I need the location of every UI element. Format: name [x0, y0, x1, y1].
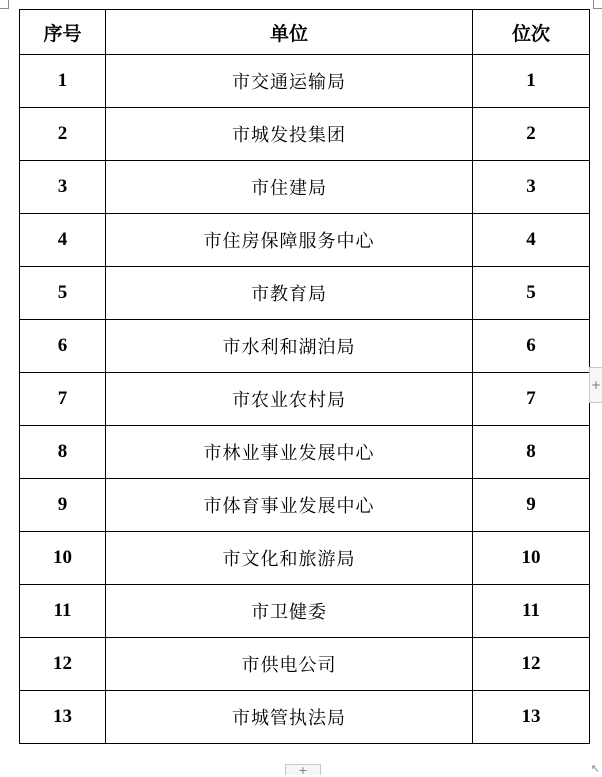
cell-unit: 市供电公司 [106, 638, 473, 691]
cell-rank: 6 [473, 320, 590, 373]
cell-rank: 7 [473, 373, 590, 426]
cell-rank: 2 [473, 108, 590, 161]
cell-rank: 8 [473, 426, 590, 479]
cell-rank: 12 [473, 638, 590, 691]
cell-unit: 市教育局 [106, 267, 473, 320]
cell-seq: 4 [20, 214, 106, 267]
table-row [20, 585, 590, 638]
table-row [20, 691, 590, 744]
table-resize-handle[interactable] [591, 763, 600, 774]
cell-seq: 2 [20, 108, 106, 161]
add-column-handle[interactable] [589, 367, 602, 403]
cell-unit: 市卫健委 [106, 585, 473, 638]
add-row-handle[interactable] [285, 764, 321, 775]
table-row [20, 108, 590, 161]
cell-unit: 市交通运输局 [106, 55, 473, 108]
cell-seq: 9 [20, 479, 106, 532]
cell-unit: 市林业事业发展中心 [106, 426, 473, 479]
ranking-table [19, 9, 590, 744]
cell-seq: 12 [20, 638, 106, 691]
cell-seq: 3 [20, 161, 106, 214]
table-row [20, 426, 590, 479]
table-row [20, 320, 590, 373]
cell-rank: 10 [473, 532, 590, 585]
cell-seq: 13 [20, 691, 106, 744]
cell-unit: 市文化和旅游局 [106, 532, 473, 585]
table-row [20, 214, 590, 267]
cell-rank: 1 [473, 55, 590, 108]
cell-seq: 7 [20, 373, 106, 426]
cell-rank: 3 [473, 161, 590, 214]
cell-rank: 13 [473, 691, 590, 744]
cell-unit: 市城管执法局 [106, 691, 473, 744]
table-row [20, 638, 590, 691]
cell-seq: 10 [20, 532, 106, 585]
table-row [20, 267, 590, 320]
cell-seq: 5 [20, 267, 106, 320]
resize-arrow-icon: ↖ [590, 762, 600, 775]
plus-icon: + [298, 764, 308, 777]
header-unit: 单位 [106, 10, 473, 55]
cell-seq: 1 [20, 55, 106, 108]
table-row [20, 532, 590, 585]
cell-rank: 4 [473, 214, 590, 267]
cell-rank: 11 [473, 585, 590, 638]
cell-unit: 市体育事业发展中心 [106, 479, 473, 532]
table-row [20, 479, 590, 532]
cell-rank: 5 [473, 267, 590, 320]
crop-mark-top-left [0, 0, 9, 9]
crop-mark-top-right [593, 0, 602, 9]
table-row [20, 161, 590, 214]
cell-unit: 市农业农村局 [106, 373, 473, 426]
cell-unit: 市城发投集团 [106, 108, 473, 161]
cell-unit: 市水利和湖泊局 [106, 320, 473, 373]
table-header-row [20, 10, 590, 55]
header-rank: 位次 [473, 10, 590, 55]
plus-icon: + [590, 378, 602, 392]
cell-rank: 9 [473, 479, 590, 532]
cell-seq: 11 [20, 585, 106, 638]
cell-unit: 市住房保障服务中心 [106, 214, 473, 267]
cell-unit: 市住建局 [106, 161, 473, 214]
table-row [20, 373, 590, 426]
table-row [20, 55, 590, 108]
header-seq: 序号 [20, 10, 106, 55]
cell-seq: 6 [20, 320, 106, 373]
cell-seq: 8 [20, 426, 106, 479]
